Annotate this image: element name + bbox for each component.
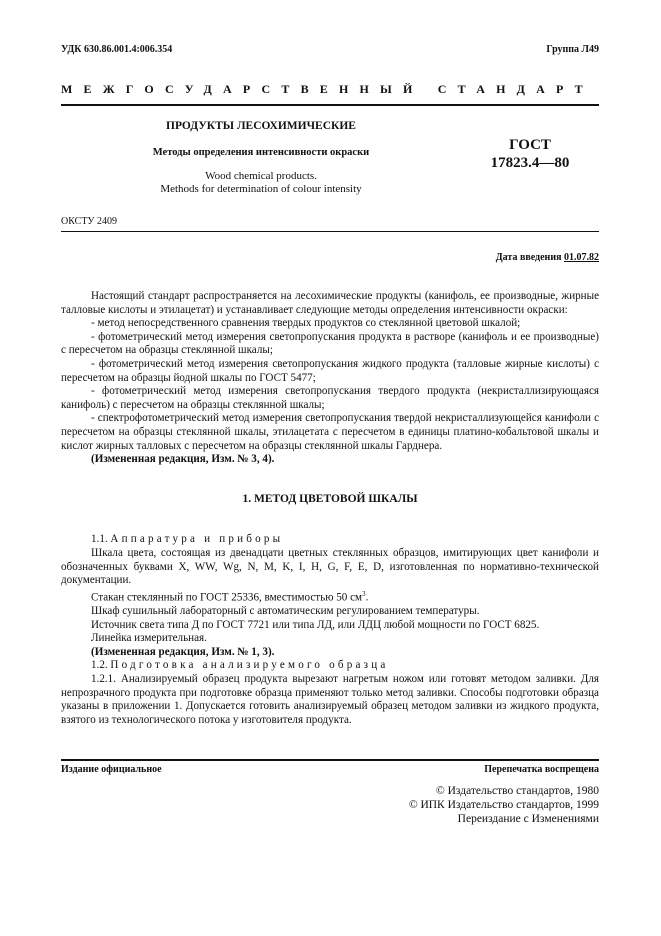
reprint-notice: Перепечатка воспрещена [484,764,599,775]
okstu-rule [61,231,599,232]
header-rule [61,104,599,106]
group-code: Группа Л49 [546,44,599,55]
english-title-line1: Wood chemical products. [205,170,317,182]
footer-rule [61,759,599,761]
method-item-4: - фотометрический метод измерения светопропускания твердого продукта (некристаллизирующаяся канифоль) с пересчетом на образцы стеклянной шкалы; [61,385,599,411]
intro-date-label: Дата введения [495,252,564,263]
subsection-1-1-number: 1.1. [91,533,111,546]
subsection-1-2-number: 1.2. [91,659,111,672]
method-item-1: - метод непосредственного сравнения твердых продуктов со стеклянной цветовой шкалой; [91,317,521,330]
apparatus-scale: Шкала цвета, состоящая из двенадцати цветных стеклянных образцов, имитирующих цвет канифоли и обозначенных буквами X, WW, Wg, N, M, K, I, H, G, F, E, D, изготовленная по нормативно-технической документации. [61,546,599,587]
apparatus-light-source: Источник света типа Д по ГОСТ 7721 или типа ЛД, или ЛДЦ любой мощности по ГОСТ 6825. [91,618,540,631]
official-edition: Издание официальное [61,764,162,775]
intro-amendment: (Измененная редакция, Изм. № 3, 4). [91,453,275,466]
intro-date-value: 01.07.82 [564,252,599,263]
apparatus-beaker [61,588,599,605]
copyright-1999: © ИПК Издательство стандартов, 1999 [408,799,599,811]
subsection-1-2-title: Подготовка анализируемого образца [110,659,389,672]
doc-title: ПРОДУКТЫ ЛЕСОХИМИЧЕСКИЕ [166,120,356,132]
english-title-line2: Methods for determination of colour intensity [160,183,362,195]
reissue-note: Переиздание с Изменениями [457,813,599,825]
udk-code: УДК 630.86.001.4:006.354 [61,44,173,55]
apparatus-beaker-end: . [365,591,369,604]
body-content [61,290,599,727]
method-item-5: - спектрофотометрический метод измерения светопропускания твердой некристаллизующейся канифоли с пересчетом на образцы стеклянной шкалы, этилацетата с пересчетом в единицы платино-кобальтовой шкалы и кислот жирных талловых с пересчетом на образцы стеклянной шкалы Гарднера. [61,412,599,452]
apparatus-beaker-text: Стакан стеклянный по ГОСТ 25336, вместимостью 50 см [91,591,363,604]
copyright-1980: © Издательство стандартов, 1980 [435,785,599,797]
subsection-1-1-heading [61,533,599,547]
subsection-1-2-heading [61,659,599,673]
subsection-1-1-title: Аппаратура и приборы [110,533,284,546]
section-1-title: 1. МЕТОД ЦВЕТОВОЙ ШКАЛЫ [242,492,418,505]
apparatus-ruler: Линейка измерительная. [91,632,207,645]
intro-date [496,252,599,263]
subsection-1-1-amendment: (Измененная редакция, Изм. № 1, 3). [91,645,275,658]
copyright-block [409,784,599,826]
doc-subtitle: Методы определения интенсивности окраски [152,147,370,158]
method-item-2: - фотометрический метод измерения светопропускания продукта в растворе (канифоль и ее производные) с пересчетом на образцы стеклянной шкалы; [61,330,599,357]
intro-paragraph: Настоящий стандарт распространяется на лесохимические продукты (канифоль, ее производные, жирные талловые кислоты и этилацетат) и устанавливает следующие методы определения интенсивности окраски: [61,290,599,316]
paragraph-1-2-1: 1.2.1. Анализируемый образец продукта вырезают нагретым ножом или готовят методом заливки. Для непрозрачного продукта при подготовке образца применяют только метод заливки. Способы подготовки образца указаны в приложении 1. Допускается готовить анализируемый образец методом заливки из жидкого продукта, взятого из технологического потока у изготовителя продукта. [61,672,599,726]
gost-label: ГОСТ [509,137,551,153]
gost-number: 17823.4—80 [490,155,570,171]
apparatus-beaker-sup: 3 [362,589,366,598]
apparatus-oven: Шкаф сушильный лабораторный с автоматическим регулированием температуры. [91,604,480,617]
okstu-code: ОКСТУ 2409 [61,216,118,227]
method-item-3: - фотометрический метод измерения светопропускания жидкого продукта (талловые жирные кислоты) с пересчетом на образцы йодной шкалы по ГОСТ 5477; [61,357,599,384]
standard-banner: МЕЖГОСУДАРСТВЕННЫЙ СТАНДАРТ [61,82,594,96]
